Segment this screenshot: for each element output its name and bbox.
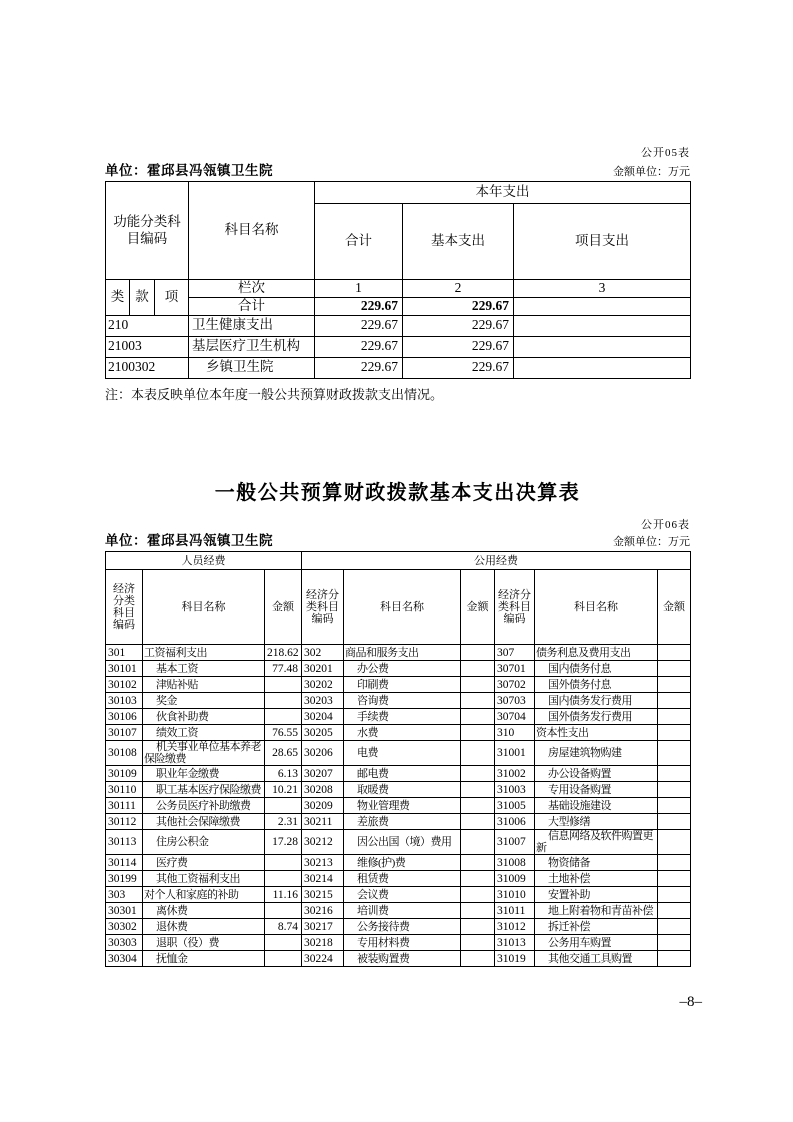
econ-code-cell: 30215 [302, 887, 344, 903]
header-subject-name: 科目名称 [189, 182, 315, 280]
econ-code-cell: 30303 [106, 935, 143, 951]
table-row [106, 570, 691, 645]
table-row [106, 782, 691, 798]
amount-cell [658, 935, 691, 951]
header-amount: 金额 [658, 570, 691, 645]
econ-code-cell: 30208 [302, 782, 344, 798]
econ-code-cell: 310 [495, 725, 535, 741]
table-row [106, 725, 691, 741]
total-amount-cell: 229.67 [315, 297, 403, 315]
amount-cell [658, 887, 691, 903]
amount-cell: 229.67 [315, 357, 403, 378]
econ-code-cell: 302 [302, 645, 344, 661]
table-row [106, 855, 691, 871]
econ-code-cell: 30217 [302, 919, 344, 935]
econ-code-cell: 30212 [302, 830, 344, 855]
econ-code-cell: 301 [106, 645, 143, 661]
table-row [106, 357, 691, 378]
table-row [106, 766, 691, 782]
subject-name-cell: 其他工资福利支出 [143, 871, 265, 887]
amount-cell: 229.67 [403, 357, 514, 378]
subject-name-cell: 办公费 [344, 661, 461, 677]
subject-name-cell: 国外债务发行费用 [535, 709, 658, 725]
econ-code-cell: 30101 [106, 661, 143, 677]
amount-cell [658, 677, 691, 693]
subject-name-cell: 物资储备 [535, 855, 658, 871]
econ-code-cell: 31001 [495, 741, 535, 766]
econ-code-cell: 30102 [106, 677, 143, 693]
table-row [106, 887, 691, 903]
page-number: –8– [679, 994, 702, 1010]
column-number: 3 [514, 280, 691, 298]
func-code-cell: 210 [106, 315, 189, 336]
header-class: 类 [106, 280, 130, 316]
amount-cell [658, 661, 691, 677]
amount-cell [461, 677, 495, 693]
header-subject-name: 科目名称 [535, 570, 658, 645]
table2-header [106, 552, 691, 645]
econ-code-cell: 30209 [302, 798, 344, 814]
amount-cell [658, 766, 691, 782]
subject-name-cell: 基础设施建设 [535, 798, 658, 814]
total-row-label: 合计 [189, 297, 315, 315]
amount-cell [514, 336, 691, 357]
econ-code-cell: 30301 [106, 903, 143, 919]
subject-name-cell: 专用设备购置 [535, 782, 658, 798]
econ-code-cell: 30703 [495, 693, 535, 709]
subject-name-cell: 因公出国（境）费用 [344, 830, 461, 855]
subject-name-cell: 住房公积金 [143, 830, 265, 855]
table-row [106, 871, 691, 887]
subject-name-cell: 职工基本医疗保险缴费 [143, 782, 265, 798]
table-row [106, 552, 691, 570]
subject-name-cell: 被装购置费 [344, 951, 461, 967]
subject-name-cell: 国外债务付息 [535, 677, 658, 693]
econ-code-cell: 30203 [302, 693, 344, 709]
table-row [106, 677, 691, 693]
header-basic-expenditure: 基本支出 [403, 204, 514, 280]
econ-code-cell: 30103 [106, 693, 143, 709]
econ-code-cell: 30205 [302, 725, 344, 741]
header-amount: 金额 [461, 570, 495, 645]
subject-name-cell: 手续费 [344, 709, 461, 725]
econ-code-cell: 30114 [106, 855, 143, 871]
amount-cell [265, 903, 302, 919]
econ-code-cell: 303 [106, 887, 143, 903]
table-row [106, 182, 691, 204]
econ-code-cell: 30206 [302, 741, 344, 766]
subject-name-cell: 维修(护)费 [344, 855, 461, 871]
econ-code-cell: 30107 [106, 725, 143, 741]
subject-name-cell: 伙食补助费 [143, 709, 265, 725]
amount-cell [461, 830, 495, 855]
econ-code-cell: 30207 [302, 766, 344, 782]
subject-name-cell: 水费 [344, 725, 461, 741]
table2-caption-row [105, 529, 690, 549]
econ-code-cell: 30199 [106, 871, 143, 887]
subject-name-cell: 资本性支出 [535, 725, 658, 741]
econ-code-cell: 30302 [106, 919, 143, 935]
amount-cell [658, 645, 691, 661]
amount-cell [265, 855, 302, 871]
econ-code-cell: 31010 [495, 887, 535, 903]
total-amount-cell: 229.67 [403, 297, 514, 315]
header-subject-name: 科目名称 [143, 570, 265, 645]
amount-cell [658, 855, 691, 871]
table1-caption-row [105, 159, 690, 179]
subject-name-cell: 会议费 [344, 887, 461, 903]
subject-name-cell: 印刷费 [344, 677, 461, 693]
subject-name-cell: 退休费 [143, 919, 265, 935]
econ-code-cell: 31011 [495, 903, 535, 919]
table-row [106, 693, 691, 709]
header-project-expenditure: 项目支出 [514, 204, 691, 280]
subject-name-cell: 办公设备购置 [535, 766, 658, 782]
amount-cell: 17.28 [265, 830, 302, 855]
subject-name-cell: 安置补助 [535, 887, 658, 903]
econ-code-cell: 30110 [106, 782, 143, 798]
subject-name-cell: 地上附着物和青苗补偿 [535, 903, 658, 919]
header-total: 合计 [315, 204, 403, 280]
amount-cell [514, 357, 691, 378]
amount-cell [461, 935, 495, 951]
subject-name-cell: 电费 [344, 741, 461, 766]
subject-name-cell: 其他交通工具购置 [535, 951, 658, 967]
econ-code-cell: 31009 [495, 871, 535, 887]
subject-name-cell: 培训费 [344, 903, 461, 919]
table-row [106, 709, 691, 725]
table2-amount-unit-label: 金额单位：万元 [613, 536, 690, 548]
subject-name-cell: 租赁费 [344, 871, 461, 887]
econ-code-cell: 30112 [106, 814, 143, 830]
amount-cell: 77.48 [265, 661, 302, 677]
column-number: 2 [403, 280, 514, 298]
amount-cell [658, 919, 691, 935]
table1-amount-unit-label: 金额单位：万元 [613, 166, 690, 178]
subject-name-cell: 退职（役）费 [143, 935, 265, 951]
amount-cell [461, 887, 495, 903]
econ-code-cell: 30218 [302, 935, 344, 951]
header-func-code: 功能分类科目编码 [106, 182, 189, 280]
amount-cell [658, 814, 691, 830]
subject-name-cell: 公务员医疗补助缴费 [143, 798, 265, 814]
subject-name-cell: 大型修缮 [535, 814, 658, 830]
amount-cell: 229.67 [315, 315, 403, 336]
func-code-cell: 21003 [106, 336, 189, 357]
econ-code-cell: 30211 [302, 814, 344, 830]
amount-cell [265, 798, 302, 814]
amount-cell [514, 315, 691, 336]
subject-name-cell: 绩效工资 [143, 725, 265, 741]
amount-cell [461, 709, 495, 725]
subject-name-cell: 邮电费 [344, 766, 461, 782]
subject-name-cell: 卫生健康支出 [189, 315, 315, 336]
table-row [106, 336, 691, 357]
subject-name-cell: 房屋建筑物购建 [535, 741, 658, 766]
header-econ-code: 经济分类科目编码 [106, 570, 143, 645]
subject-name-cell: 咨询费 [344, 693, 461, 709]
amount-cell: 229.67 [403, 315, 514, 336]
subject-name-cell: 国内债务付息 [535, 661, 658, 677]
amount-cell [658, 693, 691, 709]
econ-code-cell: 30214 [302, 871, 344, 887]
amount-cell: 10.21 [265, 782, 302, 798]
table-row [106, 315, 691, 336]
econ-code-cell: 31003 [495, 782, 535, 798]
amount-cell [461, 903, 495, 919]
table2-body [106, 645, 691, 967]
table1-body [106, 315, 691, 378]
subject-name-cell: 土地补偿 [535, 871, 658, 887]
amount-cell [658, 951, 691, 967]
econ-code-cell: 30213 [302, 855, 344, 871]
econ-code-cell: 30216 [302, 903, 344, 919]
amount-cell [265, 709, 302, 725]
econ-code-cell: 30202 [302, 677, 344, 693]
amount-cell [461, 871, 495, 887]
subject-name-cell: 国内债务发行费用 [535, 693, 658, 709]
amount-cell: 11.16 [265, 887, 302, 903]
table-row [106, 661, 691, 677]
table2-sheet-label: 公开06表 [641, 519, 690, 531]
amount-cell [461, 782, 495, 798]
econ-code-cell: 30109 [106, 766, 143, 782]
econ-code-cell: 307 [495, 645, 535, 661]
table-row [106, 919, 691, 935]
amount-cell [658, 725, 691, 741]
subject-name-cell: 基本工资 [143, 661, 265, 677]
amount-cell [461, 725, 495, 741]
amount-cell [658, 830, 691, 855]
amount-cell [265, 677, 302, 693]
table1-header [106, 182, 691, 316]
table-row [106, 297, 691, 315]
table-row [106, 741, 691, 766]
subject-name-cell: 机关事业单位基本养老保险缴费 [143, 741, 265, 766]
amount-cell [461, 951, 495, 967]
amount-cell [658, 741, 691, 766]
econ-code-cell: 30304 [106, 951, 143, 967]
subject-name-cell: 取暖费 [344, 782, 461, 798]
table2-title: 一般公共预算财政拨款基本支出决算表 [214, 482, 581, 504]
econ-code-cell: 30701 [495, 661, 535, 677]
subject-name-cell: 专用材料费 [344, 935, 461, 951]
amount-cell [265, 693, 302, 709]
econ-code-cell: 30108 [106, 741, 143, 766]
amount-cell [658, 871, 691, 887]
econ-code-cell: 31007 [495, 830, 535, 855]
table-row [106, 830, 691, 855]
subject-name-cell: 商品和服务支出 [344, 645, 461, 661]
econ-code-cell: 31012 [495, 919, 535, 935]
group-personnel-funds: 人员经费 [106, 552, 302, 570]
header-econ-code: 经济分类科目编码 [495, 570, 535, 645]
table-row [106, 280, 691, 298]
amount-cell [461, 798, 495, 814]
amount-cell [658, 709, 691, 725]
column-number: 1 [315, 280, 403, 298]
table-row [106, 935, 691, 951]
table1-unit-label: 单位：霍邱县冯瓴镇卫生院 [105, 163, 273, 178]
econ-code-cell: 30106 [106, 709, 143, 725]
amount-cell: 229.67 [315, 336, 403, 357]
amount-cell [461, 645, 495, 661]
amount-cell [461, 766, 495, 782]
header-subject-name: 科目名称 [344, 570, 461, 645]
table2-basic-expenditure [105, 551, 691, 967]
amount-cell [658, 782, 691, 798]
table-row [106, 951, 691, 967]
total-amount-cell [514, 297, 691, 315]
econ-code-cell: 30224 [302, 951, 344, 967]
amount-cell [658, 903, 691, 919]
econ-code-cell: 30704 [495, 709, 535, 725]
subject-name-cell: 差旅费 [344, 814, 461, 830]
econ-code-cell: 31019 [495, 951, 535, 967]
subject-name-cell: 物业管理费 [344, 798, 461, 814]
subject-name-cell: 医疗费 [143, 855, 265, 871]
amount-cell: 28.65 [265, 741, 302, 766]
table-row [106, 814, 691, 830]
group-public-funds: 公用经费 [302, 552, 691, 570]
amount-cell: 6.13 [265, 766, 302, 782]
column-index-label: 栏次 [189, 280, 315, 298]
amount-cell [265, 951, 302, 967]
amount-cell: 8.74 [265, 919, 302, 935]
amount-cell [461, 814, 495, 830]
table1-general-budget-expenditure [105, 181, 691, 379]
table-row [106, 798, 691, 814]
subject-name-cell: 基层医疗卫生机构 [189, 336, 315, 357]
subject-name-cell: 奖金 [143, 693, 265, 709]
header-amount: 金额 [265, 570, 302, 645]
amount-cell [265, 935, 302, 951]
subject-name-cell: 拆迁补偿 [535, 919, 658, 935]
econ-code-cell: 31006 [495, 814, 535, 830]
header-section: 款 [130, 280, 155, 316]
subject-name-cell: 津贴补贴 [143, 677, 265, 693]
amount-cell [461, 741, 495, 766]
amount-cell: 76.55 [265, 725, 302, 741]
amount-cell: 229.67 [403, 336, 514, 357]
subject-name-cell: 乡镇卫生院 [189, 357, 315, 378]
subject-name-cell: 公务用车购置 [535, 935, 658, 951]
table2-unit-label: 单位：霍邱县冯瓴镇卫生院 [105, 533, 273, 548]
func-code-cell: 2100302 [106, 357, 189, 378]
amount-cell [461, 919, 495, 935]
econ-code-cell: 30702 [495, 677, 535, 693]
page-content [105, 0, 702, 1122]
econ-code-cell: 30111 [106, 798, 143, 814]
subject-name-cell: 对个人和家庭的补助 [143, 887, 265, 903]
header-item: 项 [155, 280, 189, 316]
econ-code-cell: 30201 [302, 661, 344, 677]
econ-code-cell: 30204 [302, 709, 344, 725]
subject-name-cell: 信息网络及软件购置更新 [535, 830, 658, 855]
table1-sheet-label: 公开05表 [641, 147, 690, 159]
amount-cell [658, 798, 691, 814]
subject-name-cell: 工资福利支出 [143, 645, 265, 661]
subject-name-cell: 抚恤金 [143, 951, 265, 967]
amount-cell: 218.62 [265, 645, 302, 661]
subject-name-cell: 其他社会保障缴费 [143, 814, 265, 830]
amount-cell [461, 661, 495, 677]
amount-cell [461, 693, 495, 709]
amount-cell [461, 855, 495, 871]
econ-code-cell: 31002 [495, 766, 535, 782]
econ-code-cell: 31013 [495, 935, 535, 951]
subject-name-cell: 公务接待费 [344, 919, 461, 935]
header-econ-code: 经济分类科目编码 [302, 570, 344, 645]
table-row [106, 645, 691, 661]
subject-name-cell: 离休费 [143, 903, 265, 919]
econ-code-cell: 30113 [106, 830, 143, 855]
subject-name-cell: 职业年金缴费 [143, 766, 265, 782]
amount-cell: 2.31 [265, 814, 302, 830]
subject-name-cell: 债务利息及费用支出 [535, 645, 658, 661]
table1-note: 注：本表反映单位本年度一般公共预算财政拨款支出情况。 [105, 387, 444, 402]
econ-code-cell: 31008 [495, 855, 535, 871]
econ-code-cell: 31005 [495, 798, 535, 814]
amount-cell [265, 871, 302, 887]
header-current-year-expenditure: 本年支出 [315, 182, 691, 204]
table-row [106, 903, 691, 919]
